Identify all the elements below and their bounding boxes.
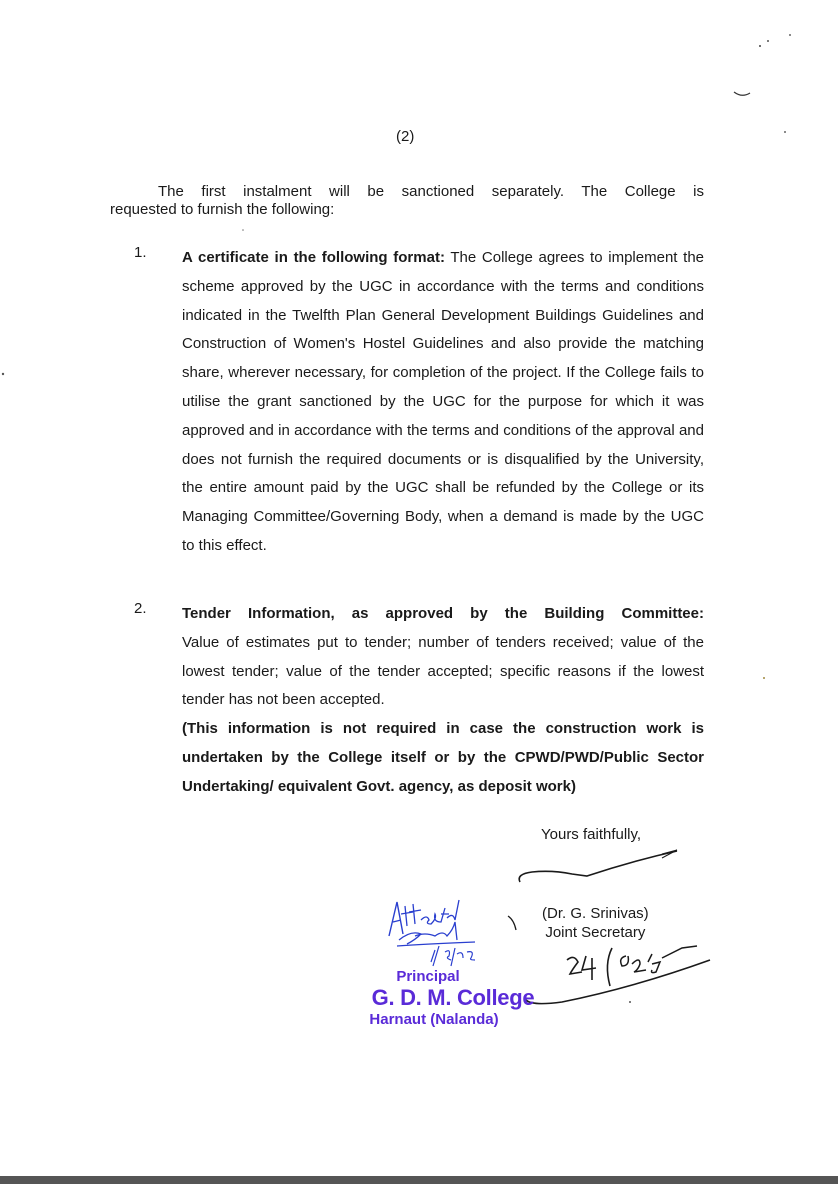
item-note: (This information is not required in case the construction work is undertaken by the College itself or by the CPWD/PWD/Public Sector Undertaking/ equivalent Govt. agency, as deposit work) [182,720,704,795]
item-text: Value of estimates put to tender; number of tenders received; value of the lowest tender; value of the tender accepted; specific reasons if the lowest tender has not been accepted. [182,633,704,709]
scan-bottom-edge [0,1176,838,1184]
item-heading: Tender Information, as approved by the Building Committee: [182,605,704,622]
intro-line-2: requested to furnish the following: [110,201,335,218]
item-heading: A certificate in the following format: [182,249,445,266]
signatory-name: (Dr. G. Srinivas) [542,905,649,922]
stamp-location: Harnaut (Nalanda) [369,1011,499,1028]
stamp-principal: Principal [396,968,460,985]
item-text: The College agrees to implement the scheme approved by the UGC in accordance with the terms and conditions indicated in the Twelfth Plan General Development Buildings Guidelines and Construction of Women's Hostel Guidelines and also provide the matching share, wherever necessary, for completion of the project. If the College fails to utilise the grant sanctioned by the UGC for the purpose for which it was approved and in accordance with the terms and conditions of the approval and does not furnish the required documents or is disqualified by the University, the entire amount paid by the UGC shall be refunded by the College or its Managing Committee/Governing Body, when a demand is made by the UGC to this effect. [182,249,704,554]
signatory-title: Joint Secretary [545,924,646,941]
item-number: 2. [134,600,147,617]
stamp-college-name: G. D. M. College [371,985,535,1010]
intro-line-1: The first instalment will be sanctioned separately. The College is [158,183,704,200]
closing-salutation: Yours faithfully, [541,826,642,843]
item-number: 1. [134,244,147,261]
page-number: (2) [396,128,415,145]
